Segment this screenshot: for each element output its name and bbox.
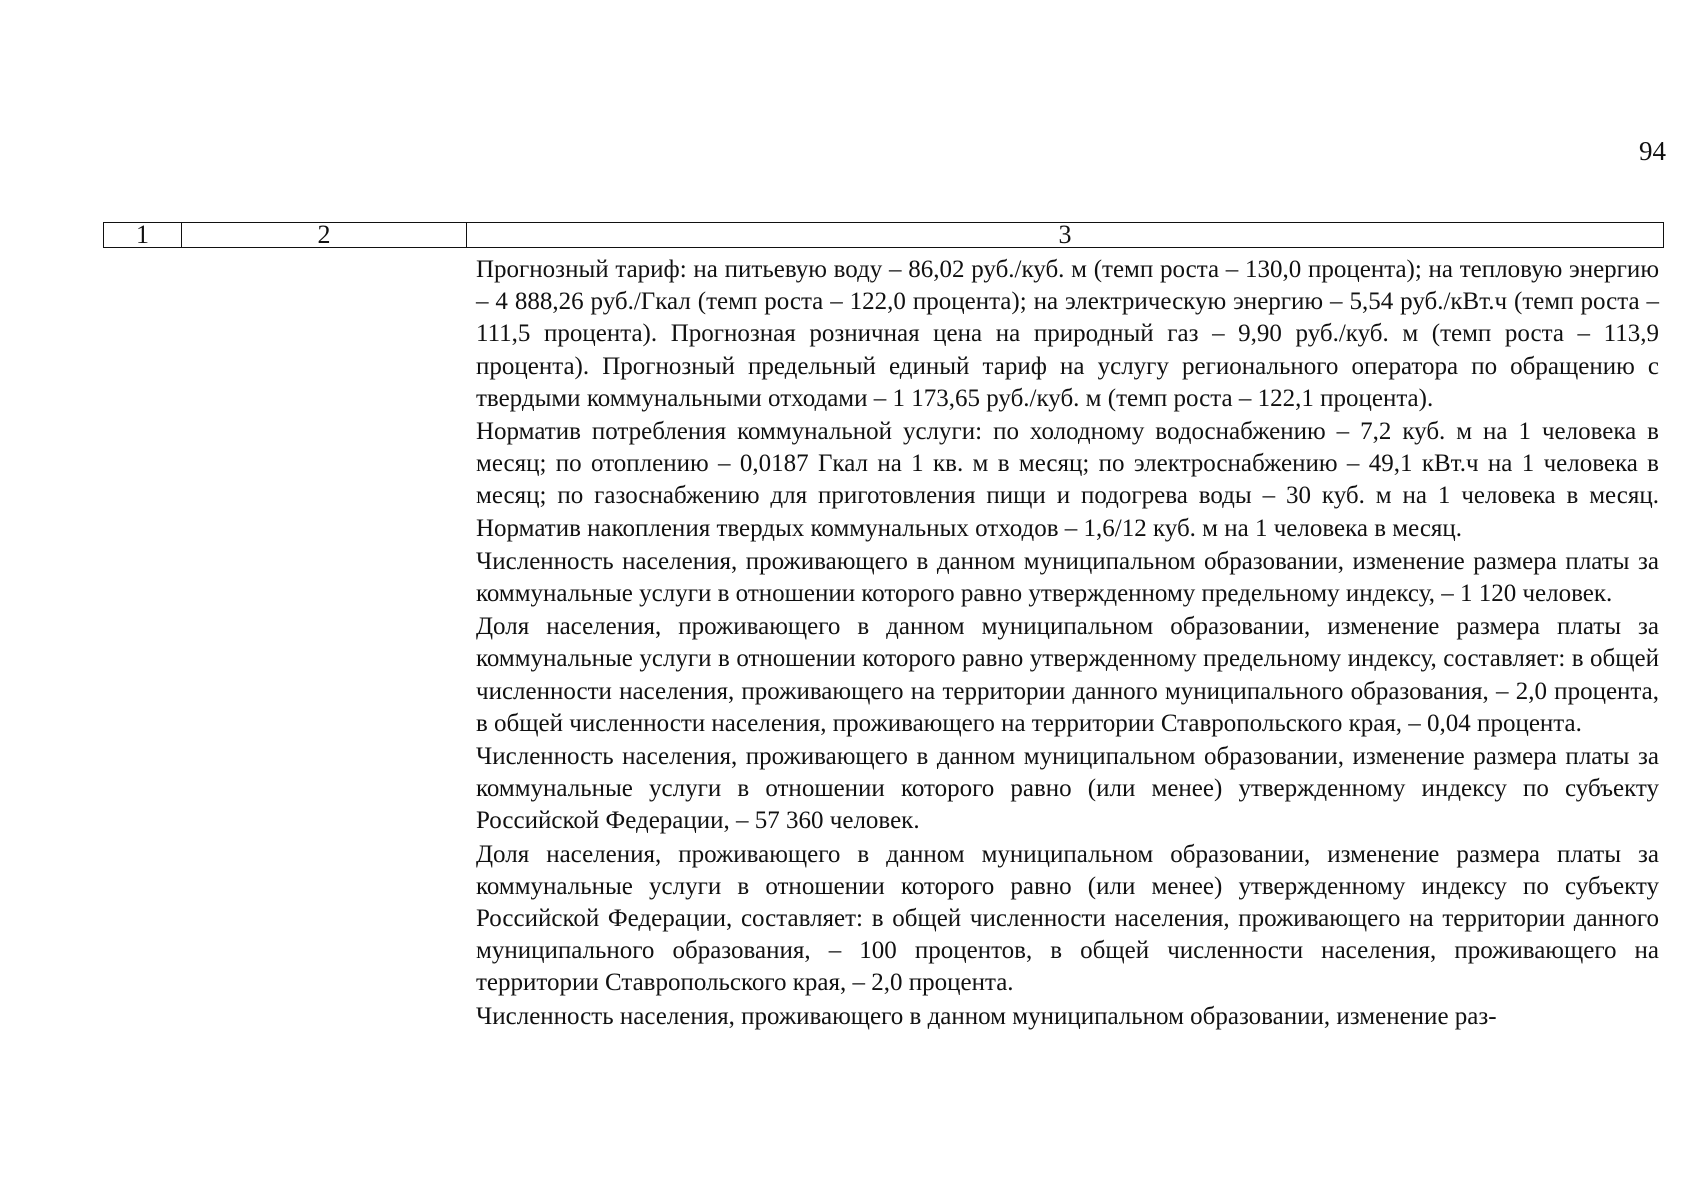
paragraph-population-continued: Численность населения, проживающего в данном муниципальном образовании, изменение раз- bbox=[476, 1002, 1497, 1030]
paragraph-share-federal-index: Доля населения, проживающего в данном муниципальном образовании, изменение размера платы за коммунальные услуги в отношении которого равно (или менее) утвержденному индексу по субъекту Российской Федерации, составляет: в общей численности населения, проживающего на территории данного муниципального образования, – 100 процентов, в общей численности населения, проживающего на территории Ставропольского края, – 2,0 процента. bbox=[476, 840, 1659, 997]
paragraph-forecast-tariff: Прогнозный тариф: на питьевую воду – 86,02 руб./куб. м (темп роста – 130,0 процента); на тепловую энергию – 4 888,26 руб./Гкал (темп роста – 122,0 процента); на электрическую энергию – 5,54 руб./кВт.ч (темп роста – 111,5 процента). Прогнозная розничная цена на природный газ – 9,90 руб./куб. м (темп роста – 113,9 процента). Прогнозный предельный единый тариф на услугу регионального оператора по обращению с твердыми коммунальными отходами – 1 173,65 руб./куб. м (темп роста – 122,1 процента). bbox=[476, 256, 1659, 412]
column-header-table bbox=[103, 222, 1664, 248]
column-number-row bbox=[104, 223, 1664, 248]
column-number-3: 3 bbox=[467, 223, 1664, 248]
column-number-1: 1 bbox=[104, 223, 182, 248]
document-body bbox=[476, 254, 1659, 1034]
paragraph-population-federal-index: Численность населения, проживающего в данном муниципальном образовании, изменение размера платы за коммунальные услуги в отношении которого равно (или менее) утвержденному индексу по субъекту Российской Федерации, – 57 360 человек. bbox=[476, 743, 1659, 835]
paragraph-consumption-norm: Норматив потребления коммунальной услуги: по холодному водоснабжению – 7,2 куб. м на 1 человека в месяц; по отоплению – 0,0187 Гкал на 1 кв. м в месяц; по электроснабжению – 49,1 кВт.ч на 1 человека в месяц; по газоснабжению для приготовления пищи и подогрева воды – 30 куб. м на 1 человека в месяц. Норматив накопления твердых коммунальных отходов – 1,6/12 куб. м на 1 человека в месяц. bbox=[476, 418, 1659, 542]
column-number-2: 2 bbox=[182, 223, 467, 248]
paragraph-population-equal-index: Численность населения, проживающего в данном муниципальном образовании, изменение размера платы за коммунальные услуги в отношении которого равно утвержденному предельному индексу, – 1 120 человек. bbox=[476, 547, 1659, 608]
paragraph-share-equal-index: Доля населения, проживающего в данном муниципальном образовании, изменение размера платы за коммунальные услуги в отношении которого равно утвержденному предельному индексу, составляет: в общей численности населения, проживающего на территории данного муниципального образования, – 2,0 процента, в общей численности населения, проживающего на территории Ставропольского края, – 0,04 процента. bbox=[476, 613, 1659, 737]
page-number: 94 bbox=[1639, 136, 1666, 166]
